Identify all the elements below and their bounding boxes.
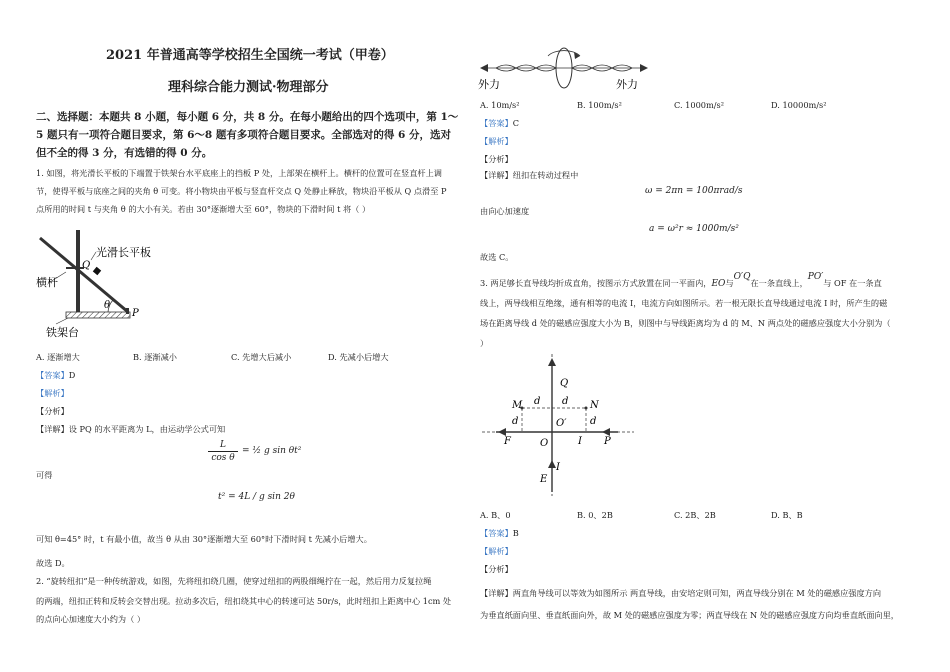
q3-detail-line2: 为垂直纸面向里、垂直纸面向外，故 M 处的磁感应强度为零；两直导线在 N 处的磁感应强度方向均垂直纸面向里， <box>480 610 899 620</box>
q1-formula1-rhs: = ½ g sin θt² <box>242 446 302 456</box>
q2-option-c: C. 1000m/s² <box>674 100 725 110</box>
label-Q: Q <box>82 260 91 271</box>
q3-answer: 【答案】B <box>480 528 519 538</box>
q2-formula2: a = ω²r ≈ 1000m/s² <box>649 224 739 234</box>
q1-fenxi-tag: 【分析】 <box>36 406 69 416</box>
q1-guxuan: 故选 D。 <box>36 558 70 568</box>
label-d4: d <box>590 416 597 427</box>
label-d1: d <box>534 396 541 407</box>
q2-answer: 【答案】C <box>480 118 520 128</box>
button-figure <box>476 40 656 92</box>
q1-stem-line1: 1. 如图，将光滑长平板的下端置于铁架台水平底座上的挡板 P 处，上部架在横杆上。横杆的位置可在竖直杆上调 <box>36 168 442 178</box>
q1-conclusion: 可知 θ=45° 时，t 有最小值，故当 θ 从由 30°逐渐增大至 60°时下滑时间 t 先减小后增大。 <box>36 534 372 544</box>
label-O: O <box>540 438 549 449</box>
label-d2: d <box>562 396 569 407</box>
q2-formula1: ω = 2πn = 100πrad/s <box>645 186 743 196</box>
q1-option-a: A. 逐渐增大 <box>36 352 80 362</box>
label-theta: θ <box>104 300 111 311</box>
q1-option-d: D. 先减小后增大 <box>328 352 389 362</box>
q2-stem-line2: 的两端，纽扣正转和反转会交替出现。拉动多次后，纽扣绕其中心的转速可达 50r/s，此时纽扣上距离中心 1cm 处 <box>36 596 452 606</box>
base <box>66 312 130 318</box>
q3-stem-line3: 场在距离导线 d 处的磁感应强度大小为 B，则图中与导线距离均为 d 的 M、N 两点处的磁感应强度大小分别为（ <box>480 318 891 328</box>
label-I-h: I <box>578 436 582 447</box>
q1-stem-line2: 节，使得平板与底座之间的夹角 θ 可变。将小物块由平板与竖直杆交点 Q 处静止释放，物块沿平板从 Q 点滑至 P <box>36 186 447 196</box>
q1-formula2: t² = 4L / g sin 2θ <box>218 492 295 502</box>
q1-option-b: B. 逐渐减小 <box>133 352 177 362</box>
q2-stem-line3: 的点向心加速度大小约为（ ） <box>36 614 146 624</box>
block <box>93 267 101 275</box>
section-instructions: 二、选择题：本题共 8 小题，每小题 6 分，共 8 分。在每小题给出的四个选项中，第 1～5 题只有一项符合题目要求，第 6～8 题有多项符合题目要求。全部选对的得 6 分，选对但不全的得 3 分，有选错的得 0 分。 <box>36 111 459 159</box>
q2-detail: 【详解】纽扣在转动过程中 <box>480 170 579 180</box>
q2-xiangxin: 由向心加速度 <box>480 206 530 216</box>
q3-detail-line1: 【详解】两直角导线可以等效为如图所示 两直导线，由安培定则可知，两直导线分别在 M 处的磁感应强度方向 <box>480 588 882 598</box>
label-F: F <box>504 436 511 447</box>
exam-title: 2021 年普通高等学校招生全国统一考试（甲卷） <box>106 48 394 63</box>
force-right-label: 外力 <box>616 78 638 91</box>
force-left-label: 外力 <box>478 78 500 91</box>
q3-option-d: D. B、B <box>771 510 803 520</box>
q2-jiexi-tag: 【解析】 <box>480 136 513 146</box>
label-P: P <box>604 436 611 447</box>
incline-figure <box>36 228 196 340</box>
q3-fenxi-tag: 【分析】 <box>480 564 513 574</box>
q3-jiexi-tag: 【解析】 <box>480 546 513 556</box>
q1-kede: 可得 <box>36 470 53 480</box>
label-stand: 铁架台 <box>46 326 79 339</box>
q2-option-a: A. 10m/s² <box>480 100 520 110</box>
q1-option-c: C. 先增大后减小 <box>231 352 292 362</box>
label-M: M <box>512 400 523 411</box>
label-board: 光滑长平板 <box>96 246 151 259</box>
label-N: N <box>590 400 599 411</box>
q1-detail: 【详解】设 PQ 的水平距离为 L，由运动学公式可知 <box>36 424 226 434</box>
label-E: E <box>540 474 548 485</box>
label-I-v: I <box>556 462 560 473</box>
q3-stem-line4: ） <box>480 338 489 348</box>
q3-stem-line1: 3. 两足够长直导线均折成直角，按图示方式放置在同一平面内，EO与O′Q在一条直线上，PO′与 OF 在一条直 <box>480 272 882 289</box>
q2-stem-line1: 2. “旋转纽扣”是一种传统游戏，如图，先将纽扣绕几圈，使穿过纽扣的两股细绳拧在一起，然后用力反复拉绳 <box>36 576 432 586</box>
q3-option-a: A. B、0 <box>480 510 511 520</box>
q3-option-c: C. 2B、2B <box>674 510 716 520</box>
label-O-prime: O′ <box>556 418 567 429</box>
q3-option-b: B. 0、2B <box>577 510 613 520</box>
label-Q: Q <box>560 378 569 389</box>
q3-stem-line2: 线上，两导线相互绝缘，通有相等的电流 I，电流方向如图所示。若一根无限长直导线通过电流 I 时，所产生的磁 <box>480 298 888 308</box>
wires-figure <box>478 352 638 498</box>
label-d3: d <box>512 416 519 427</box>
q1-answer: 【答案】D <box>36 370 76 380</box>
exam-subtitle: 理科综合能力测试·物理部分 <box>168 80 329 95</box>
q2-option-d: D. 10000m/s² <box>771 100 827 110</box>
q1-formula1-num: L <box>208 440 238 452</box>
label-P: P <box>132 308 139 319</box>
label-bar: 横杆 <box>36 276 58 289</box>
q2-option-b: B. 100m/s² <box>577 100 622 110</box>
q2-guxuan: 故选 C。 <box>480 252 514 262</box>
q2-fenxi-tag: 【分析】 <box>480 154 513 164</box>
q1-jiexi-tag: 【解析】 <box>36 388 69 398</box>
q1-formula1-den: cos θ <box>211 453 235 463</box>
q1-stem-line3: 点所用的时间 t 与夹角 θ 的大小有关。若由 30°逐渐增大至 60°，物块的下滑时间 t 将（ ） <box>36 204 371 214</box>
